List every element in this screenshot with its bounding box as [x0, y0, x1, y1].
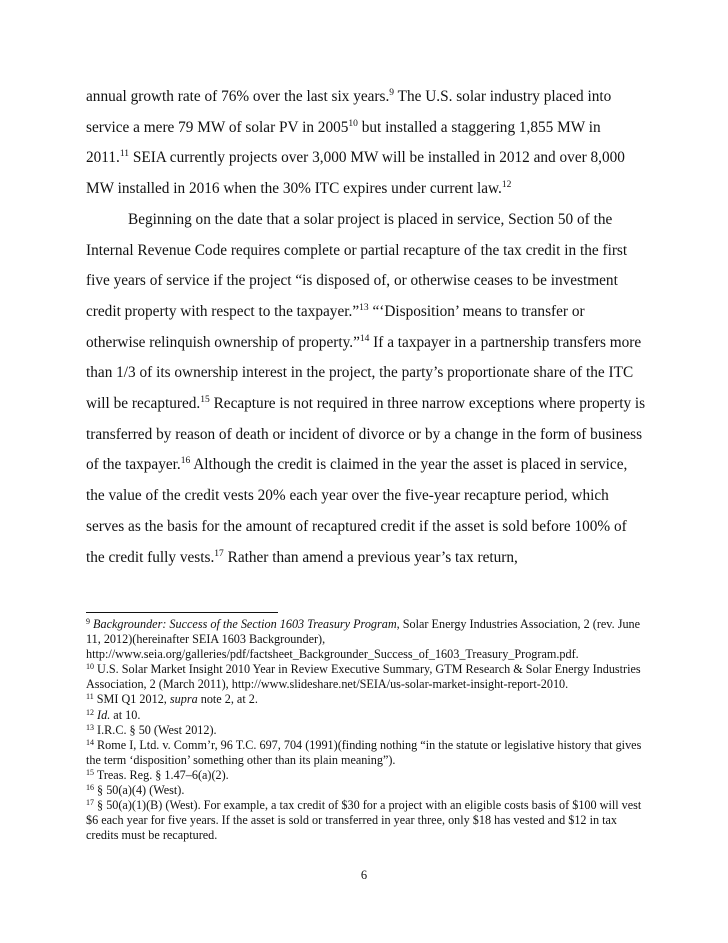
footnote-text: Treas. Reg. § 1.47–6(a)(2). [94, 767, 229, 782]
footnote-16 [86, 783, 646, 798]
footnote-number: 13 [86, 722, 94, 732]
footnote-number: 14 [86, 737, 94, 747]
footnotes [86, 617, 646, 843]
paragraph-2-text: If a taxpayer in a partnership transfers more than 1/3 of its ownership interest in the project, the party’s proportionate share of the ITC will be recaptured. [86, 333, 642, 413]
footnote-text: I.R.C. § 50 (West 2012). [94, 722, 217, 737]
footnote-ref-10[interactable]: 10 [348, 118, 358, 129]
paragraph-2-text: Rather than amend a previous year’s tax return, [223, 548, 518, 566]
footnote-title: Backgrounder: Success of the Section 1603 Treasury Program [93, 617, 397, 631]
footnote-number: 17 [86, 798, 94, 808]
paragraph-2 [86, 205, 646, 573]
footnote-11 [86, 692, 646, 707]
paragraph-1 [86, 82, 646, 205]
footnote-id: Id. [97, 707, 111, 722]
footnote-ref-9[interactable]: 9 [389, 88, 395, 98]
footnote-text: § 50(a)(4) (West). [94, 783, 185, 798]
footnote-ref-11[interactable]: 11 [119, 149, 130, 160]
footnote-ref-15[interactable]: 15 [200, 395, 210, 406]
footnote-text: , Solar Energy Industries Association, 2 (rev. June 11, 2012)(hereinafter SEIA 1603 Backgrounder), http://www.seia.org/galleries/pdf/factsheet_Backgrounder_Success_of_1603_Treasury_Program.pdf. [86, 617, 641, 662]
footnote-text: note 2, at 2. [197, 692, 258, 707]
body-text [86, 82, 646, 573]
paragraph-1-text: The U.S. solar industry placed into service a mere 79 MW of solar PV in 2005 [86, 88, 612, 136]
footnote-ref-14[interactable]: 14 [359, 333, 370, 344]
footnote-ref-17[interactable]: 17 [214, 548, 224, 559]
paragraph-2-text: “‘Disposition’ means to transfer or otherwise relinquish ownership of property.” [86, 302, 585, 351]
paragraph-1-text: annual growth rate of 76% over the last six years. [86, 88, 390, 105]
footnote-10 [86, 662, 646, 692]
paragraph-1-text: but installed a staggering 1,855 MW in 2011. [86, 118, 601, 167]
paragraph-2-text: Recapture is not required in three narrow exceptions where property is transferred by reason of death or incident of divorce or by a change in the form of business of the taxpayer. [86, 395, 646, 474]
footnote-13 [86, 723, 646, 738]
footnote-number: 12 [86, 707, 94, 717]
footnote-text: SMI Q1 2012, [93, 692, 170, 707]
footnote-ref-12[interactable]: 12 [501, 180, 512, 191]
footnote-ref-13[interactable]: 13 [359, 302, 369, 313]
paragraph-2-text: Although the credit is claimed in the year the asset is placed in service, the value of the credit vests 20% each year over the five-year recapture period, which serves as the basis for the amount of recaptured credit if the asset is sold before 100% of the credit fully vests. [86, 456, 628, 566]
footnote-separator [86, 612, 278, 613]
footnote-text: U.S. Solar Market Insight 2010 Year in Review Executive Summary, GTM Research & Solar Energy Industries Association, 2 (March 2011), http://www.slideshare.net/SEIA/us-solar-market-insight-report-2010. [86, 662, 641, 692]
footnote-9 [86, 617, 646, 662]
paragraph-2-text: Beginning on the date that a solar project is placed in service, Section 50 of the Internal Revenue Code requires complete or partial recapture of the tax credit in the first five years of service if the project “is disposed of, or otherwise ceases to be investment credit property with respect to the taxpayer.” [86, 210, 628, 320]
footnote-text: at 10. [110, 707, 141, 722]
footnote-14 [86, 738, 646, 768]
paragraph-1-text: SEIA currently projects over 3,000 MW will be installed in 2012 and over 8,000 MW installed in 2016 when the 30% ITC expires under current law. [86, 149, 625, 198]
footnote-text: Rome I, Ltd. v. Comm’r, 96 T.C. 697, 704 (1991)(finding nothing “in the statute or legislative history that gives the term ‘disposition’ something other than its plain meaning”). [86, 737, 642, 767]
footnote-ref-16[interactable]: 16 [180, 456, 191, 467]
footnote-12 [86, 708, 646, 723]
footnote-number: 10 [86, 662, 94, 672]
footnote-number: 16 [86, 783, 94, 793]
page-number: 6 [360, 868, 368, 882]
footnote-text: § 50(a)(1)(B) (West). For example, a tax credit of $30 for a project with an eligible costs basis of $100 will vest $6 each year for five years. If the asset is sold or transferred in year three, only $18 has vested and $12 in tax credits must be recaptured. [86, 798, 642, 843]
footnote-15 [86, 768, 646, 783]
footnote-number: 11 [86, 692, 94, 702]
footnote-17 [86, 798, 646, 843]
footnote-number: 15 [86, 767, 94, 777]
footnote-number: 9 [86, 617, 90, 626]
footnote-supra: supra [169, 692, 198, 707]
